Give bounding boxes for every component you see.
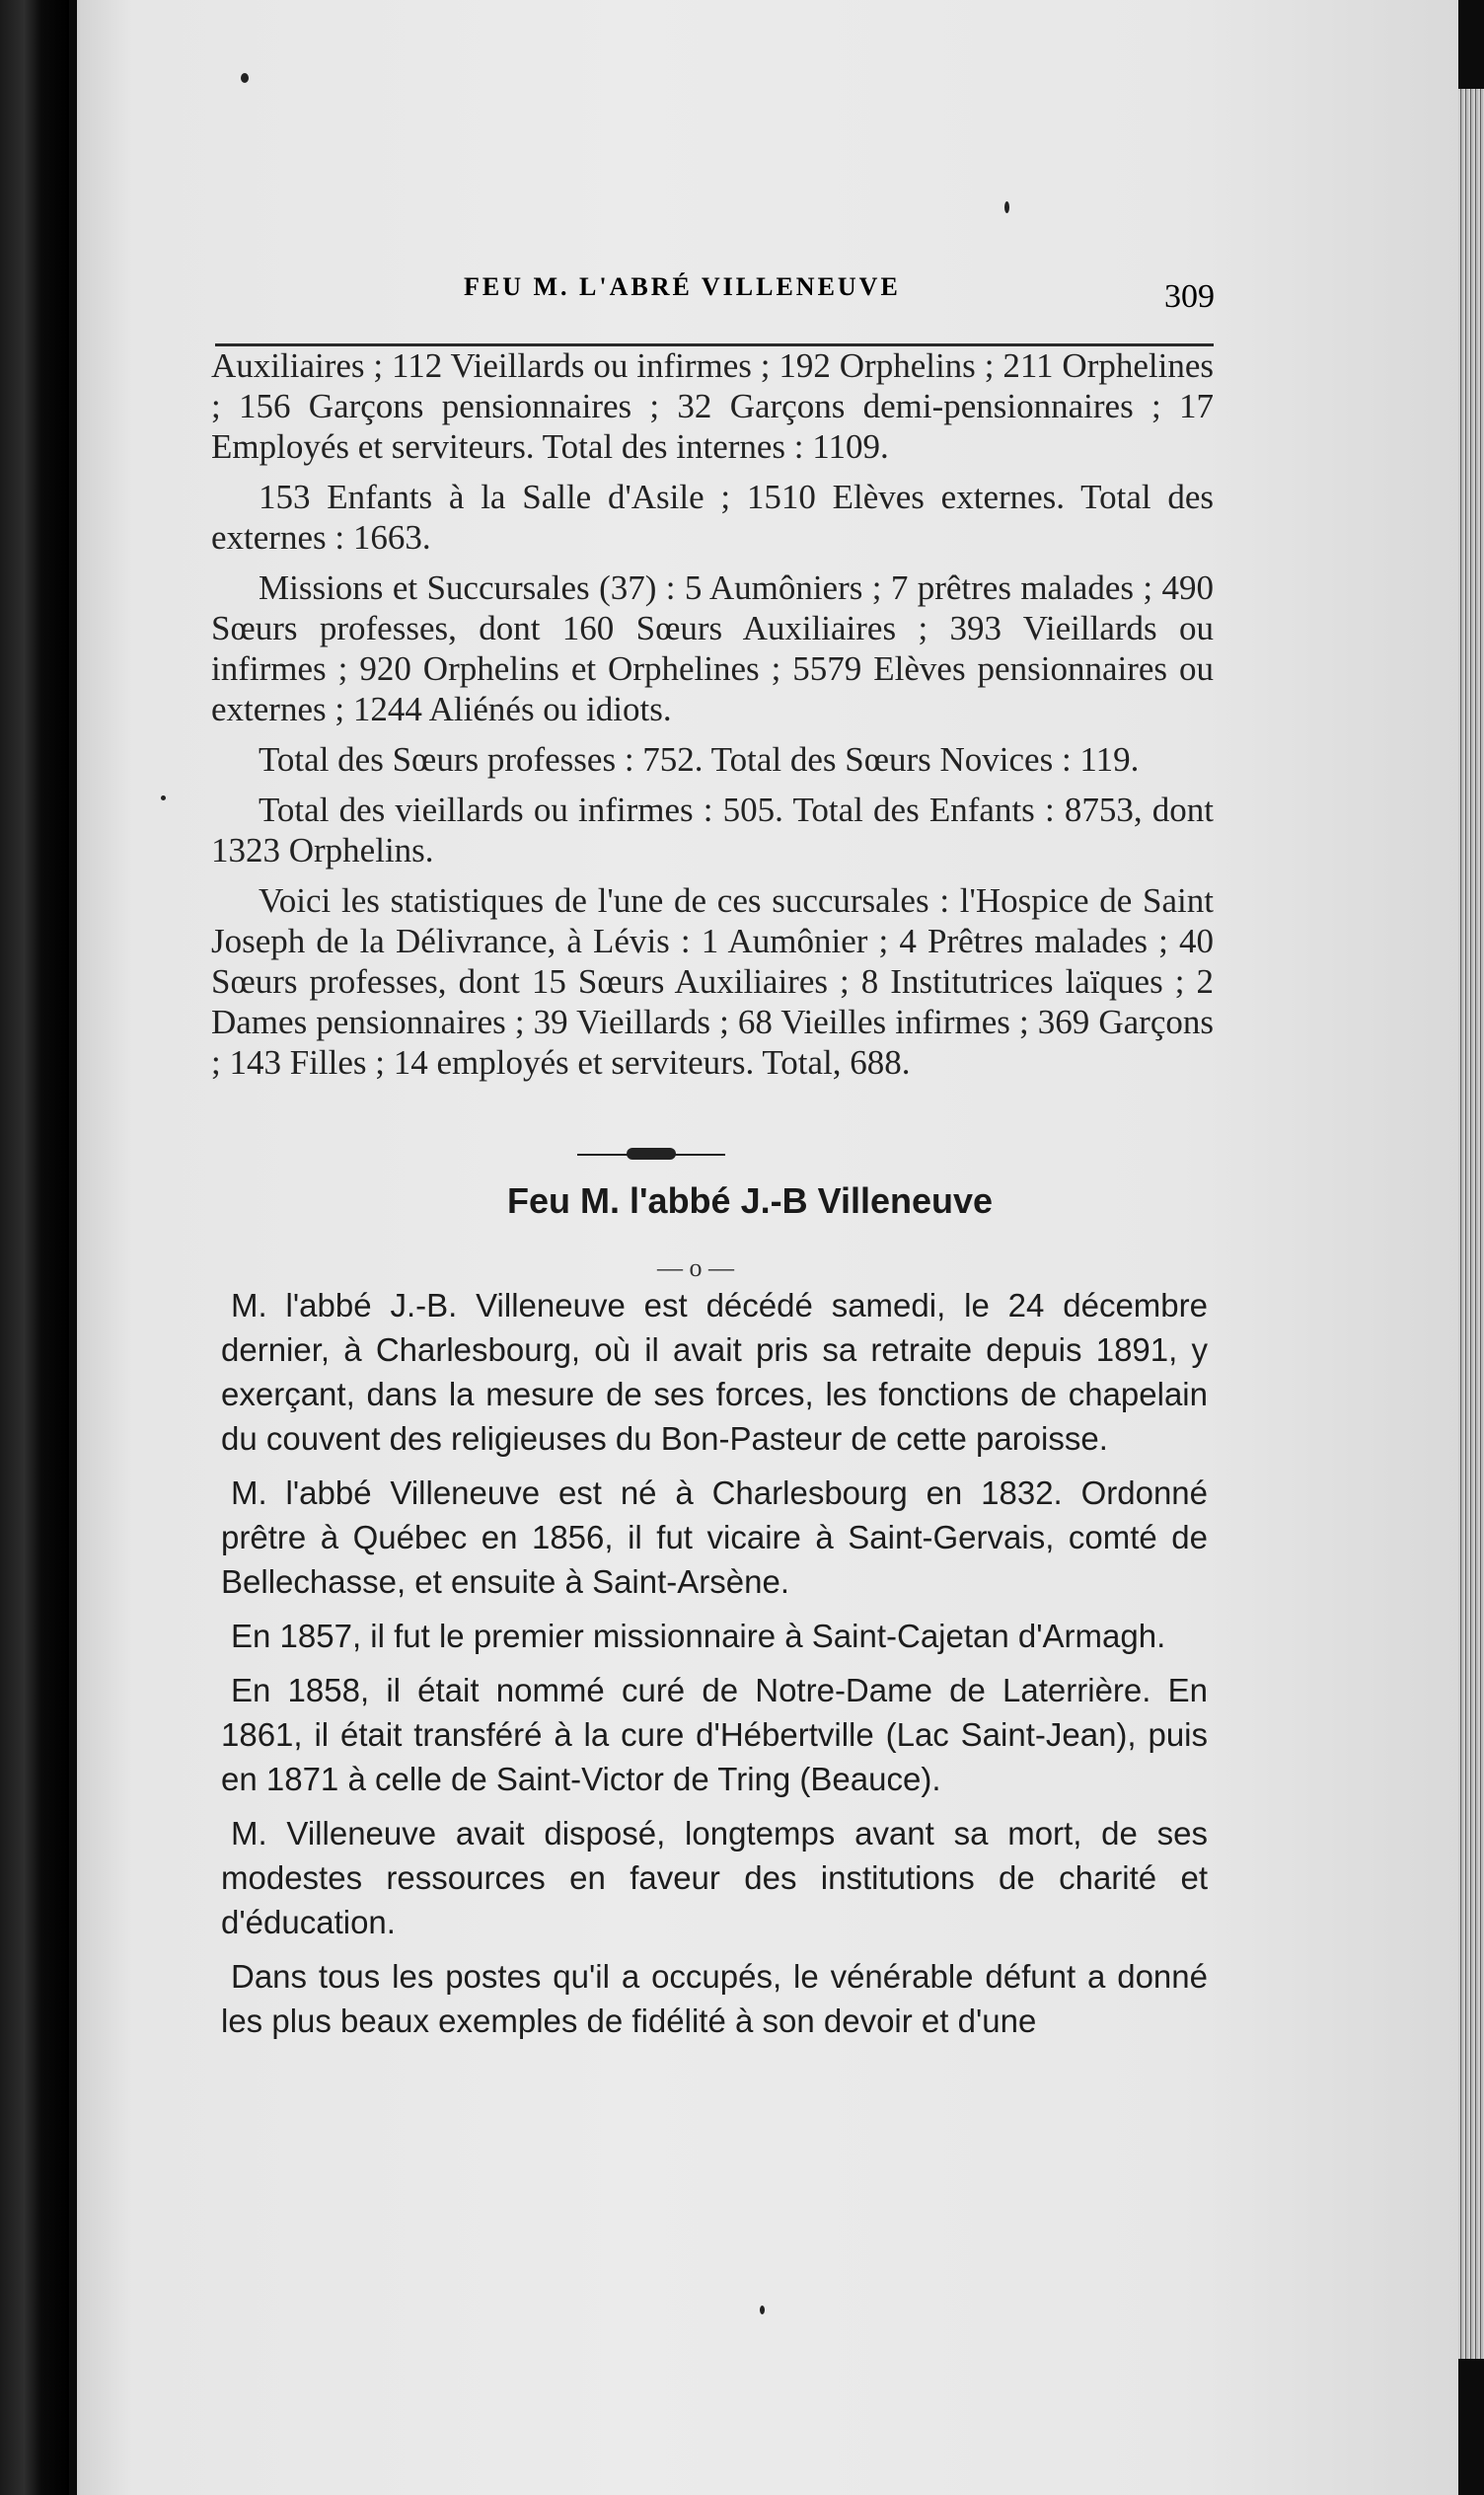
ink-speck [161, 795, 166, 800]
paragraph: Total des vieillards ou infirmes : 505. Total des Enfants : 8753, dont 1323 Orphelins. [211, 791, 1214, 869]
paragraph: M. l'abbé Villeneuve est né à Charlesbourg en 1832. Ordonné prêtre à Québec en 1856, il fut vicaire à Saint-Gervais, comté de Bellechasse, et ensuite à Saint-Arsène. [221, 1474, 1208, 1600]
paragraph: En 1857, il fut le premier missionnaire à Saint-Cajetan d'Armagh. [231, 1618, 1166, 1654]
paragraph: Auxiliaires ; 112 Vieillards ou infirmes ; 192 Orphelins ; 211 Orphelines ; 156 Garçons pensionnaires ; 32 Garçons demi-pensionnaires ; 17 Employés et serviteurs. Total des internes : 1109. [211, 346, 1214, 466]
running-title: FEU M. L'ABRÉ VILLENEUVE [464, 272, 901, 301]
running-head [326, 266, 1214, 322]
page-stack-edge [1458, 89, 1484, 2359]
section-title: Feu M. l'abbé J.-B Villeneuve [506, 1180, 994, 1221]
paragraph: Dans tous les postes qu'il a occupés, le vénérable défunt a donné les plus beaux exemples de fidélité à son devoir et d'une [221, 1958, 1208, 2039]
book-left-edge [0, 0, 69, 2495]
ink-speck [241, 73, 249, 83]
page-number: 309 [1164, 278, 1215, 315]
ink-speck [1004, 201, 1009, 213]
ink-speck [760, 2306, 765, 2314]
statistics-text [211, 345, 1214, 1093]
sub-ornament: — o — [657, 1253, 734, 1282]
paragraph: Missions et Succursales (37) : 5 Aumôniers ; 7 prêtres malades ; 490 Sœurs professes, dont 160 Sœurs Auxiliaires ; 393 Vieillards ou infirmes ; 920 Orphelins et Orphelines ; 5579 Elèves pensionnaires ou externes ; 1244 Aliénés ou idiots. [211, 568, 1214, 728]
paragraph: En 1858, il était nommé curé de Notre-Dame de Laterrière. En 1861, il était transféré à la cure d'Hébertville (Lac Saint-Jean), puis en 1871 à celle de Saint-Victor de Tring (Beauce). [221, 1672, 1208, 1797]
paragraph: M. Villeneuve avait disposé, longtemps avant sa mort, de ses modestes ressources en faveur des institutions de charité et d'éducation. [221, 1815, 1208, 1940]
paragraph: 153 Enfants à la Salle d'Asile ; 1510 Elèves externes. Total des externes : 1663. [211, 478, 1214, 557]
paragraph: Voici les statistiques de l'une de ces succursales : l'Hospice de Saint Joseph de la Délivrance, à Lévis : 1 Aumônier ; 4 Prêtres malades ; 40 Sœurs professes, dont 15 Sœurs Auxiliaires ; 8 Institutrices laïques ; 2 Dames pensionnaires ; 39 Vieillards ; 68 Vieilles infirmes ; 369 Garçons ; 143 Filles ; 14 employés et serviteurs. Total, 688. [211, 881, 1214, 1082]
paragraph: M. l'abbé J.-B. Villeneuve est décédé samedi, le 24 décembre dernier, à Charlesbourg, où il avait pris sa retraite depuis 1891, y exerçant, dans la mesure de ses forces, les fonctions de chapelain du couvent des religieuses du Bon-Pasteur de cette paroisse. [221, 1287, 1208, 1457]
obituary-text [221, 1283, 1208, 2053]
section-ornament [577, 1145, 725, 1165]
paragraph: Total des Sœurs professes : 752. Total des Sœurs Novices : 119. [259, 740, 1140, 779]
